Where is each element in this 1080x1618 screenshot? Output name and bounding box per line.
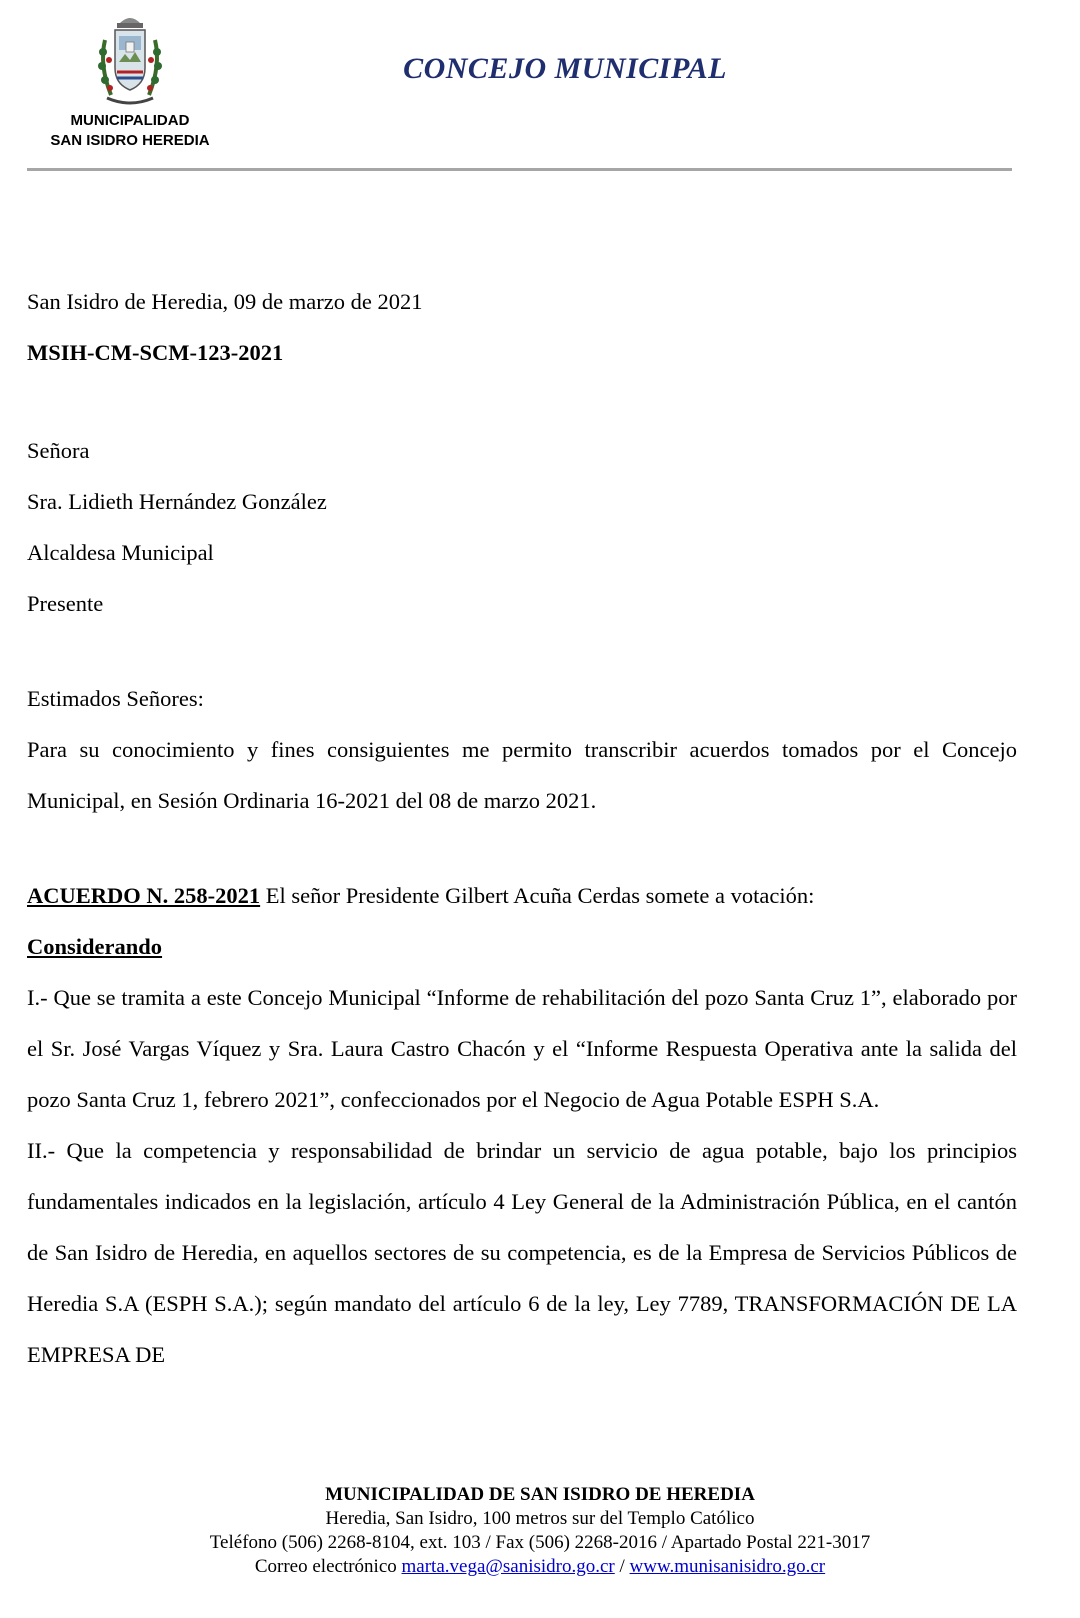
agreement-label: ACUERDO N. 258-2021 [27, 883, 261, 908]
footer-email-link[interactable]: marta.vega@sanisidro.go.cr [401, 1556, 615, 1577]
considering-heading: Considerando [27, 934, 163, 959]
recipient-position: Alcaldesa Municipal [27, 540, 214, 565]
recipient-block [27, 425, 1017, 629]
recipient-name: Sra. Lidieth Hernández González [27, 489, 327, 514]
footer-separator: / [614, 1556, 630, 1577]
reference-number: MSIH-CM-SCM-123-2021 [27, 340, 284, 365]
letter-heading-block [27, 276, 1017, 378]
agreement-line [27, 870, 1017, 921]
considering-point-2: II.- Que la competencia y responsabilidad de brindar un servicio de agua potable, bajo los principios fundamentales indicados en la legislación, artículo 4 Ley General de la Administración Pública, en el cantón de San Isidro de Heredia, en aquellos sectores de su competencia, es de la Empresa de Servicios Públicos de Heredia S.A (ESPH S.A.); según mandato del artículo 6 de la ley, Ley 7789, TRANSFORMACIÓN DE LA EMPRESA DE [27, 1138, 1017, 1367]
salutation-title: Señora [27, 438, 90, 463]
agreement-section [27, 870, 1017, 1380]
footer [0, 1483, 1080, 1579]
footer-website-link[interactable]: www.munisanisidro.go.cr [629, 1556, 826, 1577]
municipal-crest-icon [95, 10, 165, 110]
council-title: CONCEJO MUNICIPAL [403, 52, 727, 85]
footer-email-label: Correo electrónico [254, 1556, 402, 1577]
municipality-logo-block [30, 10, 230, 150]
place-date: San Isidro de Heredia, 09 de marzo de 2021 [27, 289, 423, 314]
footer-contact [0, 1555, 1080, 1579]
footer-title: MUNICIPALIDAD DE SAN ISIDRO DE HEREDIA [325, 1484, 755, 1505]
agreement-text: El señor Presidente Gilbert Acuña Cerdas somete a votación: [260, 883, 815, 908]
logo-caption-line2: SAN ISIDRO HEREDIA [50, 132, 210, 149]
footer-phones: Teléfono (506) 2268-8104, ext. 103 / Fax (506) 2268-2016 / Apartado Postal 221-3017 [209, 1532, 871, 1553]
intro-paragraph: Para su conocimiento y fines consiguientes me permito transcribir acuerdos tomados por el Concejo Municipal, en Sesión Ordinaria 16-2021 del 08 de marzo 2021. [27, 737, 1017, 813]
footer-address: Heredia, San Isidro, 100 metros sur del Templo Católico [325, 1508, 755, 1529]
header-divider [27, 168, 1012, 171]
considering-point-1: I.- Que se tramita a este Concejo Municipal “Informe de rehabilitación del pozo Santa Cruz 1”, elaborado por el Sr. José Vargas Víquez y Sra. Laura Castro Chacón y el “Informe Respuesta Operativa ante la salida del pozo Santa Cruz 1, febrero 2021”, confeccionados por el Negocio de Agua Potable ESPH S.A. [27, 985, 1017, 1112]
letter-body [27, 673, 1017, 826]
greeting: Estimados Señores: [27, 686, 204, 711]
logo-caption-line1: MUNICIPALIDAD [70, 112, 190, 129]
recipient-presence: Presente [27, 591, 104, 616]
